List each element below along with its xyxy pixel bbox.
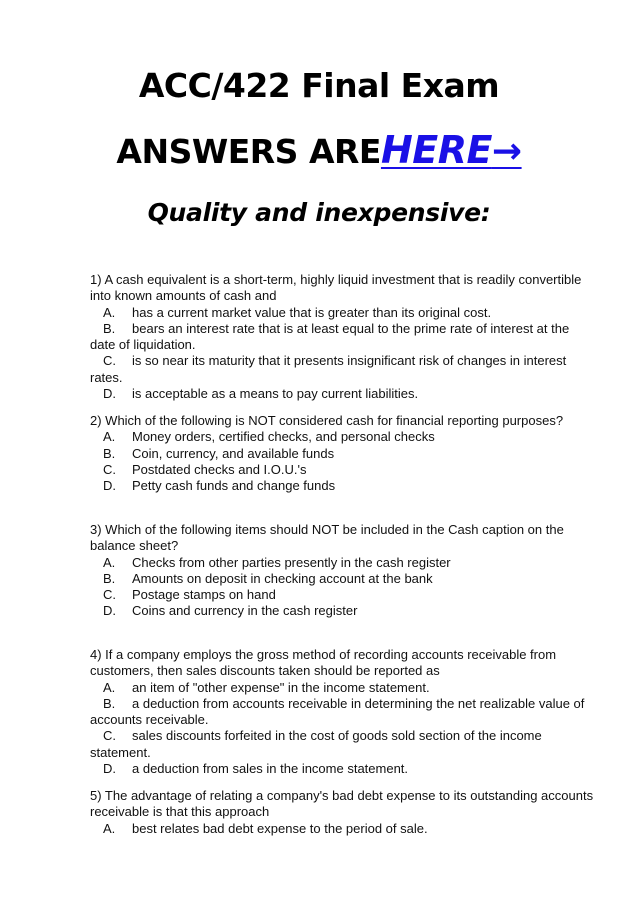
option-d <box>90 603 595 619</box>
option-text: Money orders, certified checks, and personal checks <box>132 429 435 445</box>
option-d <box>90 478 595 494</box>
option-letter: C. <box>103 587 116 603</box>
question-stem: 3) Which of the following items should NOT be included in the Cash caption on the balance sheet? <box>90 522 564 554</box>
option-letter: B. <box>103 445 116 461</box>
option-letter: B. <box>103 695 116 711</box>
question-1 <box>90 272 595 402</box>
option-letter: C. <box>103 461 116 477</box>
option-letter: A. <box>103 554 116 570</box>
tagline: Quality and inexpensive: <box>147 198 491 227</box>
option-text: an item of "other expense" in the income statement. <box>132 679 430 695</box>
answers-prefix: ANSWERS ARE <box>116 132 381 171</box>
question-stem: 2) Which of the following is NOT considered cash for financial reporting purposes? <box>90 413 564 428</box>
option-a <box>90 680 595 696</box>
question-2 <box>90 413 595 494</box>
option-text: is so near its maturity that it presents insignificant risk of changes in interest rates. <box>90 353 567 385</box>
question-3 <box>90 522 595 620</box>
here-link[interactable] <box>381 128 522 172</box>
question-stem: 5) The advantage of relating a company's bad debt expense to its outstanding accounts receivable is that this approach <box>90 788 594 820</box>
question-stem: 4) If a company employs the gross method of recording accounts receivable from customers, then sales discounts taken should be reported as <box>90 647 557 679</box>
option-letter: D. <box>103 603 116 619</box>
option-text: Checks from other parties presently in the cash register <box>132 554 451 570</box>
option-letter: C. <box>103 728 116 744</box>
option-c <box>90 353 595 386</box>
option-a <box>90 429 595 445</box>
option-letter: C. <box>103 353 116 369</box>
option-letter: A. <box>103 679 116 695</box>
option-text: Postdated checks and I.O.U.'s <box>132 461 307 477</box>
option-text: best relates bad debt expense to the period of sale. <box>132 820 428 836</box>
option-a <box>90 555 595 571</box>
option-letter: B. <box>103 320 116 336</box>
option-text: a deduction from sales in the income statement. <box>132 761 409 777</box>
option-b <box>90 571 595 587</box>
option-text: sales discounts forfeited in the cost of goods sold section of the income statement. <box>90 728 542 760</box>
option-letter: B. <box>103 570 116 586</box>
option-text: Amounts on deposit in checking account at the bank <box>132 570 433 586</box>
arrow-right-icon: → <box>491 131 522 172</box>
option-text: Postage stamps on hand <box>132 587 276 603</box>
option-c <box>90 462 595 478</box>
option-letter: A. <box>103 820 116 836</box>
option-letter: A. <box>103 304 116 320</box>
here-link-label: HERE <box>380 128 492 172</box>
option-b <box>90 696 595 729</box>
option-letter: D. <box>103 386 116 402</box>
option-letter: A. <box>103 429 116 445</box>
answers-heading <box>0 128 638 172</box>
option-text: Petty cash funds and change funds <box>132 478 336 494</box>
question-stem: 1) A cash equivalent is a short-term, highly liquid investment that is readily convertible into known amounts of cash and <box>90 272 582 304</box>
option-a <box>90 305 595 321</box>
option-a <box>90 821 595 837</box>
option-c <box>90 728 595 761</box>
exam-title: ACC/422 Final Exam <box>138 66 500 105</box>
option-text: has a current market value that is greater than its original cost. <box>132 304 492 320</box>
option-d <box>90 761 595 777</box>
option-text: Coin, currency, and available funds <box>132 445 335 461</box>
question-4 <box>90 647 595 777</box>
option-d <box>90 386 595 402</box>
option-text: Coins and currency in the cash register <box>132 603 358 619</box>
option-b <box>90 446 595 462</box>
option-c <box>90 587 595 603</box>
option-letter: D. <box>103 478 116 494</box>
option-b <box>90 321 595 354</box>
option-text: is acceptable as a means to pay current liabilities. <box>132 386 419 402</box>
option-text: a deduction from accounts receivable in determining the net realizable value of accounts receivable. <box>90 695 585 728</box>
option-letter: D. <box>103 761 116 777</box>
option-text: bears an interest rate that is at least equal to the prime rate of interest at the date of liquidation. <box>90 320 570 353</box>
question-5 <box>90 788 595 837</box>
